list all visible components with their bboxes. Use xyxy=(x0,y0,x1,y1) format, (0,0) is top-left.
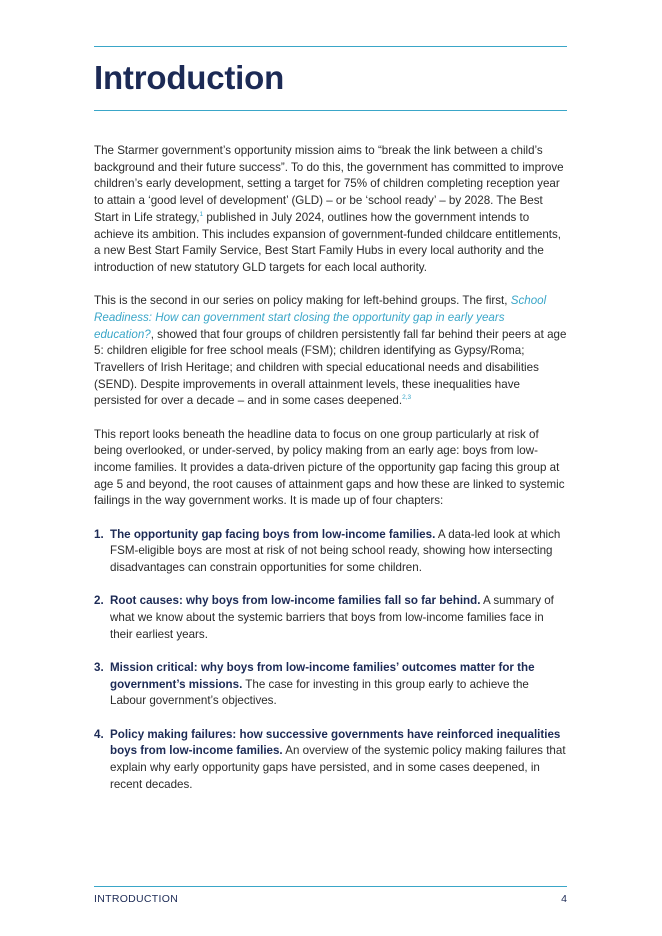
body-content xyxy=(94,143,567,810)
document-page xyxy=(94,0,567,936)
chapter-body: A data-led look at which FSM-eligible boys are most at risk of not being school ready, showing how intersecting disadvantages can constrain opportunities for some children. xyxy=(110,527,561,574)
chapter-body: An overview of the systemic policy making failures that explain why early opportunity gaps have persisted, and in some cases deepened, in recent decades. xyxy=(110,744,566,791)
chapter-body: The case for investing in this group early to achieve the Labour government’s objectives. xyxy=(110,677,529,708)
footer-section-label: INTRODUCTION xyxy=(94,893,179,905)
footnote-ref-1[interactable]: 1 xyxy=(199,210,204,218)
paragraph-series-context xyxy=(94,293,567,410)
paragraph-report-focus: This report looks beneath the headline data to focus on one group particularly at risk of being overlooked, or under-served, by policy making from an early age: boys from low-income families. It provides a data-driven picture of the opportunity gap facing this group at age 5 and beyond, the root causes of attainment gaps and how these are linked to systemic failings in the way government works. It is made up of four chapters: xyxy=(94,427,565,508)
footer-page-number: 4 xyxy=(561,893,567,905)
paragraph-text: The Starmer government’s opportunity mission aims to “break the link between a child’s background and their future success”. To do this, the government has committed to improve children’s early development, setting a target for 75% of children completing reception year to attain a ‘good level of development’ (GLD) – or be ‘school ready’ – by 2028. The Best Start in Life strategy, xyxy=(94,144,564,224)
chapter-item xyxy=(94,527,567,577)
chapter-heading: The opportunity gap facing boys from low-income families. xyxy=(110,527,436,541)
chapter-list xyxy=(94,527,567,794)
paragraph-opportunity-mission xyxy=(94,143,567,277)
footnote-ref-2-3[interactable]: 2,3 xyxy=(402,394,412,402)
chapter-heading: Mission critical: why boys from low-income families’ outcomes matter for the government’s missions. xyxy=(110,660,535,691)
chapter-body: A summary of what we know about the systemic barriers that boys from low-income families face in their earliest years. xyxy=(110,594,554,641)
chapter-item xyxy=(94,727,567,794)
chapter-item xyxy=(94,593,567,643)
chapter-heading: Policy making failures: how successive governments have reinforced inequalities boys from low-income families. xyxy=(110,727,561,758)
paragraph-text: published in July 2024, outlines how the government intends to achieve its ambition. This includes expansion of government-funded childcare entitlements, a new Best Start Family Service, Best Start Family Hubs in every local authority and the introduction of new statutory GLD targets for each local authority. xyxy=(94,210,562,274)
chapter-number: 4. xyxy=(94,727,104,741)
title-underline-rule xyxy=(94,110,567,111)
paragraph-text: This is the second in our series on policy making for left-behind groups. The first, xyxy=(94,294,511,308)
footer-rule xyxy=(94,886,567,887)
page-title: Introduction xyxy=(94,59,285,96)
school-readiness-report-link[interactable]: School Readiness: How can government start closing the opportunity gap in early years education? xyxy=(94,294,547,341)
chapter-item xyxy=(94,660,567,710)
chapter-number: 2. xyxy=(94,594,104,608)
chapter-number: 3. xyxy=(94,660,104,674)
chapter-number: 1. xyxy=(94,527,104,541)
paragraph-text: , showed that four groups of children persistently fall far behind their peers at age 5: children eligible for free school meals (FSM); children identifying as Gypsy/Roma; Travellers of Irish Heritage; and children with special educational needs and disabilities (SEND). Despite improvements in overall attainment levels, these inequalities have persisted for over a decade – and in some cases deepened. xyxy=(94,327,567,408)
top-rule xyxy=(94,46,567,47)
chapter-heading: Root causes: why boys from low-income families fall so far behind. xyxy=(110,594,481,608)
